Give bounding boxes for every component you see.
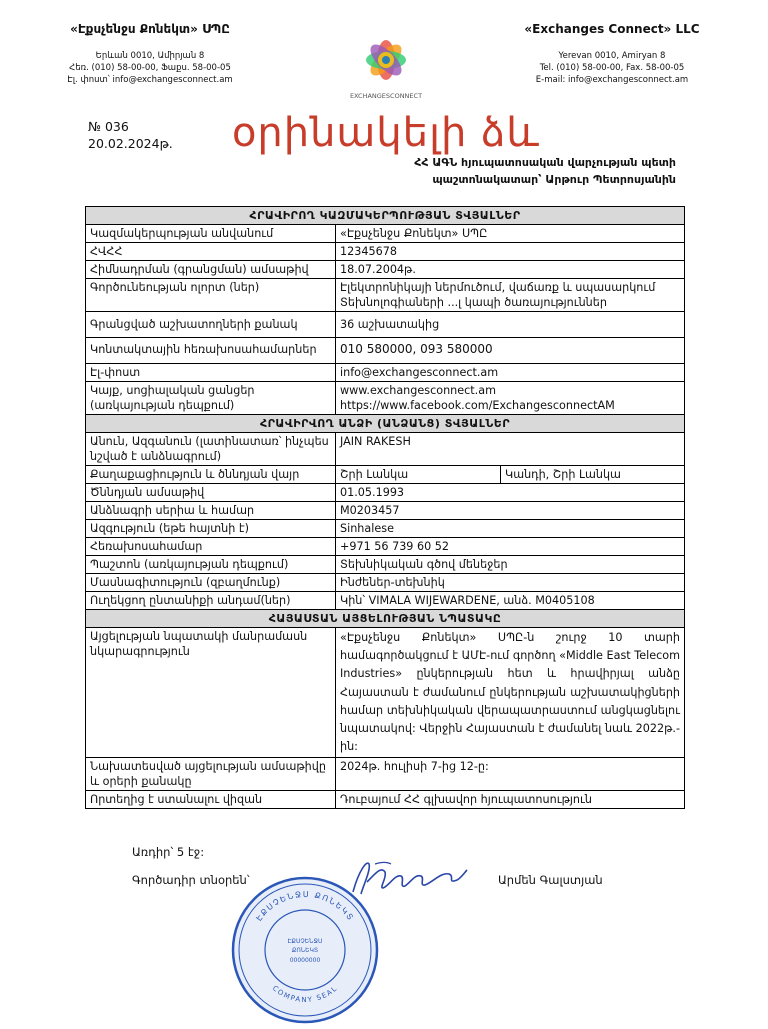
stamp-center-line-2: ՔՈՆԵԿՏ [291, 947, 319, 954]
table-row [86, 466, 685, 484]
row-value: 2024թ. հուլիսի 7-ից 12-ը: [336, 758, 685, 791]
row-value: M0203457 [336, 502, 685, 520]
logo-text: EXCHANGESCONNECT [349, 92, 423, 100]
row-label: Այցելության նպատակի մանրամասն նկարագրություն [86, 628, 336, 758]
row-label: Ազգություն (եթե հայտնի է) [86, 520, 336, 538]
row-label: Մասնագիտություն (զբաղմունք) [86, 574, 336, 592]
row-label: Հիմնադրման (գրանցման) ամսաթիվ [86, 261, 336, 279]
row-value: «Էքսչենջս Քոնեկտ» ՍՊԸ [336, 225, 685, 243]
row-value: JAIN RAKESH [336, 433, 685, 466]
letterhead-left [30, 22, 270, 86]
table-row [86, 758, 685, 791]
section-header-host [86, 207, 685, 225]
company-logo [336, 24, 436, 104]
row-label: Գրանցված աշխատողների քանակ [86, 312, 336, 338]
row-label: Կայք, սոցիալական ցանցեր (առկայության դեպքում) [86, 382, 336, 415]
row-label: Ծննդյան ամսաթիվ [86, 484, 336, 502]
document-number: № 036 [88, 119, 129, 134]
table-row [86, 261, 685, 279]
address-line: Երևան 0010, Ամիրյան 8 [95, 51, 205, 61]
section-title: ՀԱՅԱՍՏԱՆ ԱՅՑԵԼՈՒԹՅԱՆ ՆՊԱՏԱԿԸ [86, 610, 685, 628]
row-label: Ուղեկցող ընտանիքի անդամ(ներ) [86, 592, 336, 610]
row-value: 010 580000, 093 580000 [336, 338, 685, 364]
row-value-2: Կանդի, Շրի Լանկա [501, 466, 685, 484]
sample-form-heading: օրինակելի ձև [232, 110, 540, 156]
address-line-en: Yerevan 0010, Amiryan 8 [558, 51, 666, 61]
table-row [86, 338, 685, 364]
table-row [86, 243, 685, 261]
row-value: «Էքսչենջս Քոնեկտ» ՍՊԸ-ն շուրջ 10 տարի համագործակցում է ԱՄԷ-ում գործող «Middle East Telecom Industries» ընկերության հետ և հրավիրյալ անձը Հայաստան է ժամանում ընկերության աշխատակիցների համար տեխնիկական վերապատրաստում անցկացնելու նպատակով: Վերջին Հայաստան է ժամանել նաև 2022թ.-ին: [336, 628, 685, 758]
table-row [86, 225, 685, 243]
row-value: Ինժեներ-տեխնիկ [336, 574, 685, 592]
director-name: Արմեն Գալստյան [498, 873, 603, 887]
stamp-center-line-3: 00000000 [289, 957, 321, 964]
table-row [86, 279, 685, 312]
row-value: Դուբայում ՀՀ գլխավոր հյուպատոսություն [336, 791, 685, 809]
row-value: Տեխնիկական գծով մենեջեր [336, 556, 685, 574]
website-link[interactable]: www.exchangesconnect.am [340, 384, 496, 397]
row-value [336, 382, 685, 415]
email-line: Էլ. փոստ՝ info@exchangesconnect.am [67, 75, 233, 85]
addressee-line-2: պաշտոնակատար՝ Արթուր Պետրոսյանին [432, 173, 676, 186]
director-title: Գործադիր տնօրեն՝ [132, 873, 250, 887]
row-label: Նախատեսված այցելության ամսաթիվը և օրերի քանակը [86, 758, 336, 791]
section-title: ՀՐԱՎԻՐՈՂ ԿԱԶՄԱԿԵՐՊՈՒԹՅԱՆ ՏՎՅԱԼՆԵՐ [86, 207, 685, 225]
table-row [86, 364, 685, 382]
attachment-note: Առդիր՝ 5 էջ: [132, 845, 205, 859]
row-label: Կոնտակտային հեռախոսահամարներ [86, 338, 336, 364]
stamp-bottom-text: COMPANY SEAL [270, 984, 340, 1005]
row-label: Որտեղից է ստանալու վիզան [86, 791, 336, 809]
phone-line: Հեռ. (010) 58-00-00, Ֆաքս. 58-00-05 [69, 63, 231, 73]
company-name-en: «Exchanges Connect» LLC [524, 22, 700, 36]
row-value: 36 աշխատակից [336, 312, 685, 338]
stamp-top-text: ԷՔՍՉԵՆՋՍ ՔՈՆԵԿՏ [254, 889, 356, 923]
row-label: Պաշտոն (առկայության դեպքում) [86, 556, 336, 574]
table-row [86, 628, 685, 758]
table-row [86, 791, 685, 809]
row-value: +971 56 739 60 52 [336, 538, 685, 556]
row-value: 18.07.2004թ. [336, 261, 685, 279]
row-value: Կին՝ VIMALA WIJEWARDENE, անձ. M0405108 [336, 592, 685, 610]
section-header-purpose [86, 610, 685, 628]
table-row [86, 538, 685, 556]
row-value: 12345678 [336, 243, 685, 261]
row-label: Կազմակերպության անվանում [86, 225, 336, 243]
invitation-table [85, 206, 685, 809]
company-name-hy: «Էքսչենջս Քոնեկտ» ՍՊԸ [70, 22, 230, 36]
row-value: Էլեկտրոնիկայի ներմուծում, վաճառք և սպասարկում Տեխնոլոգիաների ...լ կապի ծառայություններ [336, 279, 685, 312]
table-row [86, 433, 685, 466]
table-row [86, 592, 685, 610]
table-row [86, 382, 685, 415]
row-label: ՀՎՀՀ [86, 243, 336, 261]
table-row [86, 502, 685, 520]
document-date: 20.02.2024թ. [88, 136, 173, 151]
stamp-center-line-1: ԷՔՍՉԵՆՋՍ [287, 938, 323, 945]
phone-line-en: Tel. (010) 58-00-00, Fax. 58-00-05 [539, 63, 685, 73]
row-label: Անուն, Ազգանուն (լատինատառ՝ ինչպես նշված է անձնագրում) [86, 433, 336, 466]
row-label: Գործունեության ոլորտ (ներ) [86, 279, 336, 312]
row-value: Sinhalese [336, 520, 685, 538]
section-header-invitee [86, 415, 685, 433]
company-stamp [230, 875, 380, 1025]
email-line-en: E-mail: info@exchangesconnect.am [535, 75, 689, 85]
section-title: ՀՐԱՎԻՐՎՈՂ ԱՆՁԻ (ԱՆՁԱՆՑ) ՏՎՅԱԼՆԵՐ [86, 415, 685, 433]
table-row [86, 556, 685, 574]
table-row [86, 484, 685, 502]
addressee-line-1: ՀՀ ԱԳՆ հյուպատոսական վարչության պետի [414, 156, 676, 169]
row-label: Քաղաքացիություն և ծննդյան վայր [86, 466, 336, 484]
facebook-link[interactable]: https://www.facebook.com/ExchangesconnectAM [340, 399, 615, 412]
table-row [86, 574, 685, 592]
row-label: Հեռախոսահամար [86, 538, 336, 556]
addressee [414, 154, 676, 188]
table-row [86, 312, 685, 338]
row-label: Էլ-փոստ [86, 364, 336, 382]
row-label: Անձնագրի սերիա և համար [86, 502, 336, 520]
row-value: Շրի Լանկա [336, 466, 501, 484]
document-number-block [88, 118, 173, 152]
row-value: 01.05.1993 [336, 484, 685, 502]
letterhead-right [492, 22, 732, 86]
row-value: info@exchangesconnect.am [336, 364, 685, 382]
table-row [86, 520, 685, 538]
